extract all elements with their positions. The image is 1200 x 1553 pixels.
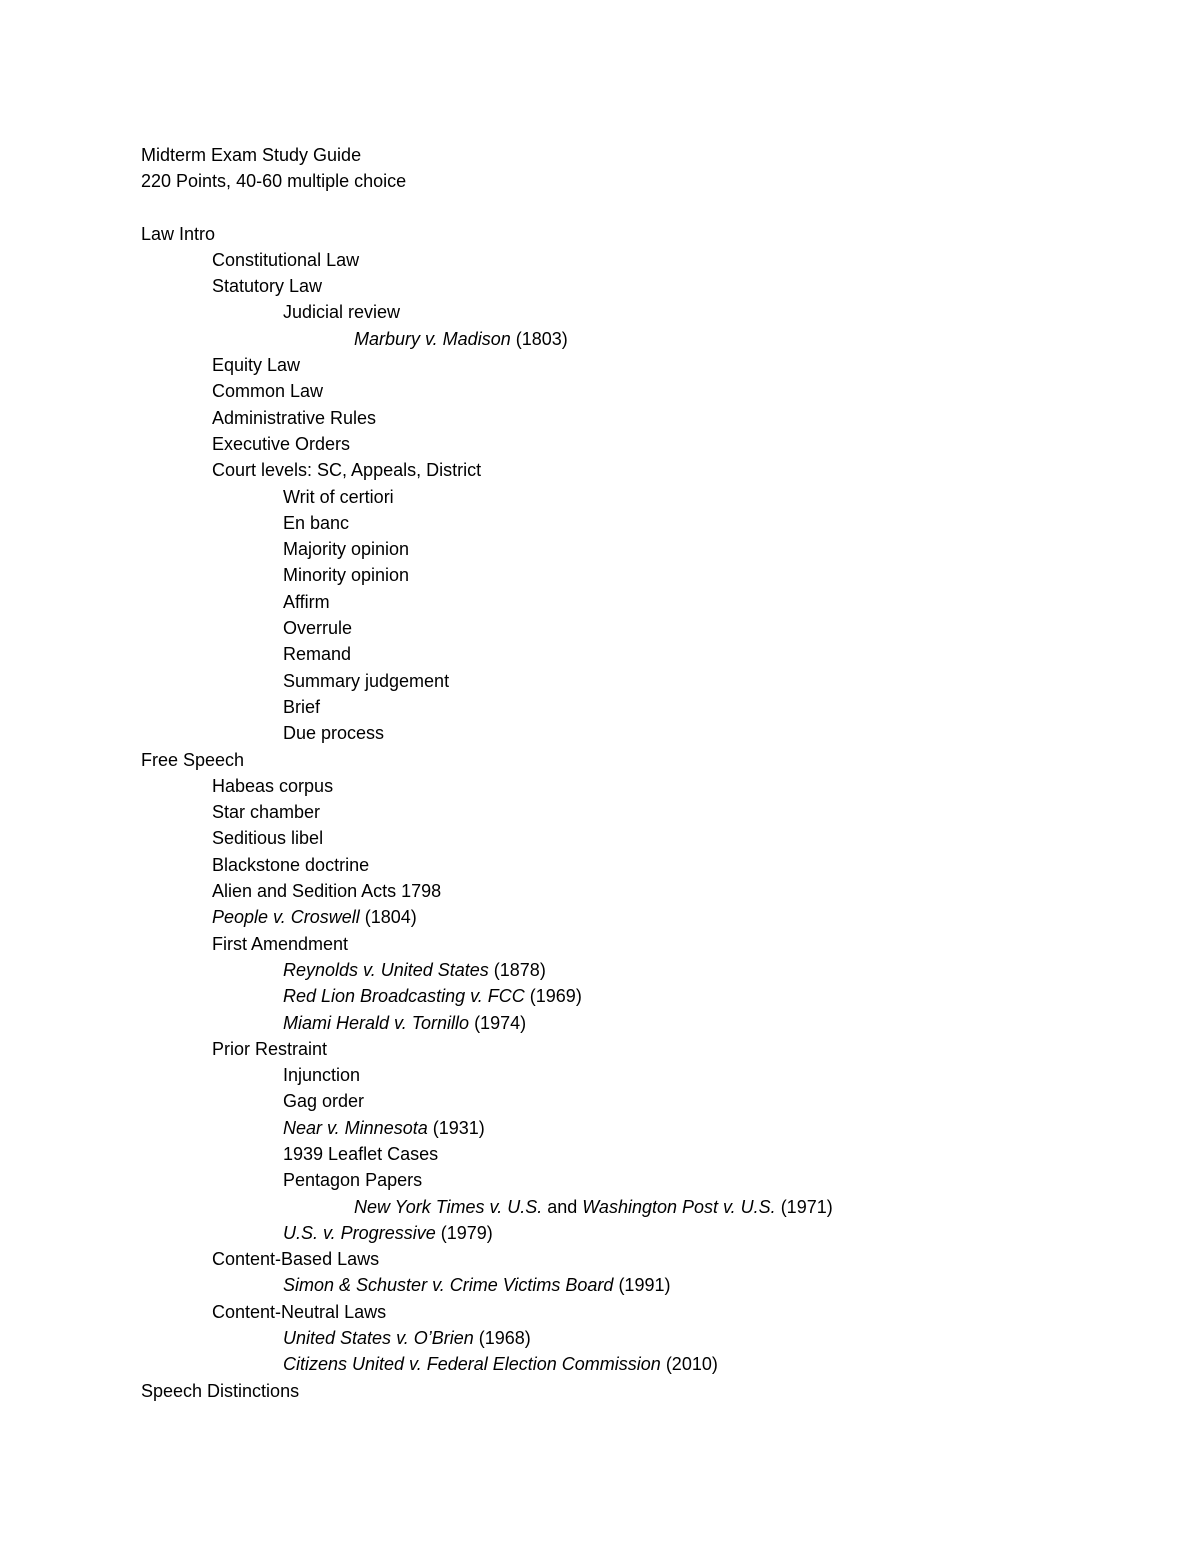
case-name: Citizens United v. Federal Election Commission xyxy=(283,1354,661,1375)
outline-item xyxy=(141,431,1141,457)
outline-text: Free Speech xyxy=(141,749,245,770)
outline-text: Summary judgement xyxy=(283,670,450,691)
outline-text: First Amendment xyxy=(212,933,349,954)
outline-section-heading xyxy=(141,1378,1141,1404)
outline-item xyxy=(141,273,1141,299)
case-name: Red Lion Broadcasting v. FCC xyxy=(283,986,525,1007)
outline-item xyxy=(141,247,1141,273)
outline-item xyxy=(141,1299,1141,1325)
outline-text: (1969) xyxy=(524,986,582,1007)
case-name: U.S. v. Progressive xyxy=(283,1222,436,1243)
outline-text: Administrative Rules xyxy=(212,407,377,428)
outline-item xyxy=(141,589,1141,615)
outline-text: Constitutional Law xyxy=(212,249,360,270)
outline-item xyxy=(141,1272,1141,1298)
outline-text: Affirm xyxy=(283,591,330,612)
outline-text: (1979) xyxy=(435,1222,493,1243)
case-name: People v. Croswell xyxy=(212,907,360,928)
outline-item xyxy=(141,1141,1141,1167)
outline-item xyxy=(141,615,1141,641)
outline-text: Remand xyxy=(283,644,352,665)
outline-text: Law Intro xyxy=(141,223,216,244)
outline-item xyxy=(141,1351,1141,1377)
outline-text: and xyxy=(542,1196,583,1217)
outline-text: Gag order xyxy=(283,1091,365,1112)
outline-item xyxy=(141,457,1141,483)
case-name: Miami Herald v. Tornillo xyxy=(283,1012,470,1033)
outline-text: Common Law xyxy=(212,381,324,402)
outline-text: Speech Distinctions xyxy=(141,1380,300,1401)
outline-text: Brief xyxy=(283,696,321,717)
outline-text: (1968) xyxy=(473,1328,531,1349)
outline-text: Content-Neutral Laws xyxy=(212,1301,387,1322)
outline-text: Pentagon Papers xyxy=(283,1170,423,1191)
outline-text: Alien and Sedition Acts 1798 xyxy=(212,881,442,902)
outline-text: Judicial review xyxy=(283,302,401,323)
outline-text: Star chamber xyxy=(212,802,321,823)
outline-item xyxy=(141,1088,1141,1114)
outline-text: Prior Restraint xyxy=(212,1038,328,1059)
case-name: Washington Post v. U.S. xyxy=(582,1196,776,1217)
outline-text: Seditious libel xyxy=(212,828,324,849)
outline-item xyxy=(141,668,1141,694)
outline-item xyxy=(141,536,1141,562)
outline-item xyxy=(141,1115,1141,1141)
outline-item xyxy=(141,510,1141,536)
case-name: New York Times v. U.S. xyxy=(354,1196,543,1217)
case-name: Simon & Schuster v. Crime Victims Board xyxy=(283,1275,614,1296)
outline-text: Habeas corpus xyxy=(212,775,334,796)
case-name: Reynolds v. United States xyxy=(283,959,489,980)
outline-item xyxy=(141,641,1141,667)
outline-text: (2010) xyxy=(660,1354,718,1375)
outline-text: (1804) xyxy=(359,907,417,928)
outline-item xyxy=(141,352,1141,378)
blank-line xyxy=(141,195,1141,221)
outline-item xyxy=(141,1246,1141,1272)
outline-section-heading xyxy=(141,747,1141,773)
outline-text: Content-Based Laws xyxy=(212,1249,380,1270)
case-name: United States v. O’Brien xyxy=(283,1328,474,1349)
outline-item xyxy=(141,1220,1141,1246)
outline-item xyxy=(141,1010,1141,1036)
outline-text: (1991) xyxy=(613,1275,671,1296)
outline-item xyxy=(141,378,1141,404)
page-title: Midterm Exam Study Guide xyxy=(141,145,362,165)
outline-text: (1974) xyxy=(469,1012,527,1033)
outline-text: Majority opinion xyxy=(283,539,410,560)
outline-text: Court levels: SC, Appeals, District xyxy=(212,460,482,481)
outline-text: Equity Law xyxy=(212,355,301,376)
outline-item xyxy=(141,904,1141,930)
outline-item xyxy=(141,299,1141,325)
outline-list xyxy=(141,221,1141,1404)
outline-section-heading xyxy=(141,221,1141,247)
outline-item xyxy=(141,983,1141,1009)
outline-text: 1939 Leaflet Cases xyxy=(283,1143,439,1164)
outline-item xyxy=(141,1036,1141,1062)
outline-text: Due process xyxy=(283,723,385,744)
outline-text: Executive Orders xyxy=(212,433,351,454)
outline-text: (1971) xyxy=(775,1196,833,1217)
outline-item xyxy=(141,825,1141,851)
outline-text: En banc xyxy=(283,512,350,533)
outline-item xyxy=(141,326,1141,352)
exam-details: 220 Points, 40-60 multiple choice xyxy=(141,171,407,192)
outline-item xyxy=(141,720,1141,746)
outline-text: (1931) xyxy=(427,1117,485,1138)
outline-item xyxy=(141,1062,1141,1088)
case-name: Marbury v. Madison xyxy=(354,328,511,349)
outline-text: Writ of certiori xyxy=(283,486,394,507)
outline-text: (1803) xyxy=(510,328,568,349)
outline-item xyxy=(141,562,1141,588)
outline-text: Overrule xyxy=(283,618,353,639)
outline-item xyxy=(141,852,1141,878)
outline-item xyxy=(141,957,1141,983)
case-name: Near v. Minnesota xyxy=(283,1117,428,1138)
outline-item xyxy=(141,694,1141,720)
document-page xyxy=(141,142,1141,1404)
outline-item xyxy=(141,773,1141,799)
outline-item xyxy=(141,878,1141,904)
outline-item xyxy=(141,484,1141,510)
outline-text: Minority opinion xyxy=(283,565,410,586)
outline-text: Statutory Law xyxy=(212,276,323,297)
outline-text: Blackstone doctrine xyxy=(212,854,370,875)
outline-item xyxy=(141,1325,1141,1351)
outline-text: Injunction xyxy=(283,1065,361,1086)
outline-text: (1878) xyxy=(488,959,546,980)
outline-item xyxy=(141,799,1141,825)
outline-item xyxy=(141,1194,1141,1220)
outline-item xyxy=(141,405,1141,431)
outline-item xyxy=(141,1167,1141,1193)
outline-item xyxy=(141,931,1141,957)
